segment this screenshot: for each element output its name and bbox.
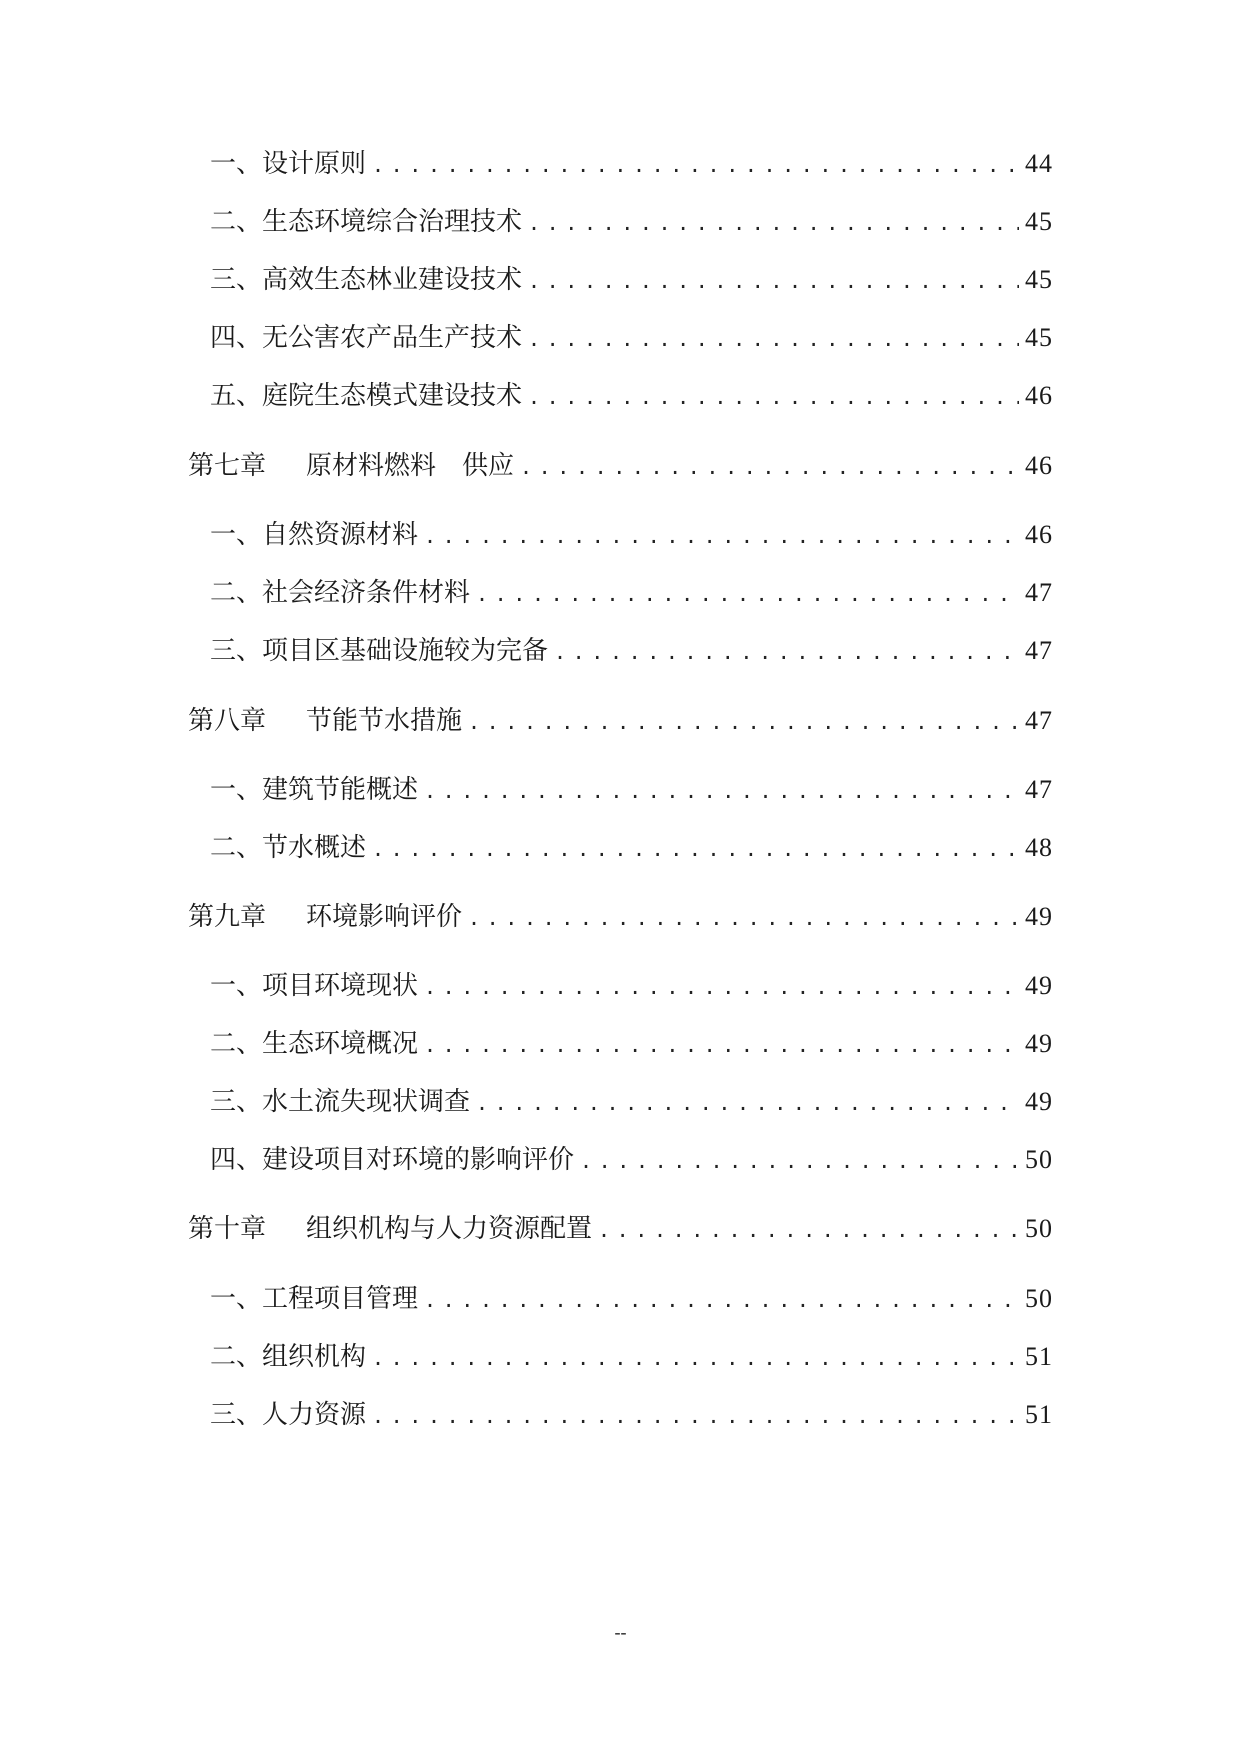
toc-chapter-title: 环境影响评价: [306, 902, 463, 932]
toc-entry-label: 二、生态环境概况: [210, 1029, 419, 1059]
toc-entry[interactable]: [0, 1279, 1241, 1319]
toc-entry[interactable]: [0, 770, 1241, 810]
toc-chapter[interactable]: [0, 446, 1241, 486]
page-footer: --: [614, 1622, 627, 1642]
toc-entry-page: 45: [1025, 265, 1053, 294]
toc-chapter-title: 原材料燃料 供应: [306, 451, 515, 481]
toc-entry-label: 一、设计原则: [210, 149, 367, 179]
toc-entry[interactable]: [0, 260, 1241, 300]
dot-leader: [372, 1396, 1019, 1436]
toc-entry-label: 三、水土流失现状调查: [210, 1087, 471, 1117]
dot-leader: [528, 261, 1019, 301]
dot-leader: [520, 447, 1019, 487]
toc-entry-label: 二、节水概述: [210, 833, 367, 863]
toc-entry[interactable]: [0, 828, 1241, 868]
dot-leader: [528, 319, 1019, 359]
dot-leader: [424, 1025, 1019, 1065]
toc-entry-page: 46: [1025, 520, 1053, 549]
toc-entry[interactable]: [0, 1337, 1241, 1377]
dot-leader: [468, 702, 1019, 742]
dot-leader: [468, 898, 1019, 938]
toc-entry[interactable]: [0, 318, 1241, 358]
toc-entry[interactable]: [0, 1082, 1241, 1122]
toc-chapter-title: 组织机构与人力资源配置: [306, 1214, 593, 1244]
toc-chapter-page: 47: [1025, 706, 1053, 735]
dot-leader: [372, 829, 1019, 869]
toc-entry[interactable]: [0, 515, 1241, 555]
toc-entry-page: 50: [1025, 1145, 1053, 1174]
dot-leader: [372, 1338, 1019, 1378]
toc-chapter-number: 第九章: [188, 902, 267, 932]
toc-chapter[interactable]: [0, 897, 1241, 937]
toc-entry[interactable]: [0, 1140, 1241, 1180]
toc-entry-label: 二、组织机构: [210, 1342, 367, 1372]
dot-leader: [528, 203, 1019, 243]
toc-entry-page: 49: [1025, 1087, 1053, 1116]
toc-entry[interactable]: [0, 573, 1241, 613]
toc-chapter-page: 50: [1025, 1214, 1053, 1243]
toc-entry-label: 一、建筑节能概述: [210, 775, 419, 805]
dot-leader: [554, 632, 1019, 672]
toc-chapter[interactable]: [0, 701, 1241, 741]
toc-entry-label: 三、人力资源: [210, 1400, 367, 1430]
toc-entry[interactable]: [0, 376, 1241, 416]
toc-entry-label: 二、生态环境综合治理技术: [210, 207, 523, 237]
toc-entry-label: 四、建设项目对环境的影响评价: [210, 1145, 575, 1175]
toc-entry-page: 44: [1025, 149, 1053, 178]
toc-entry-page: 47: [1025, 578, 1053, 607]
dot-leader: [598, 1210, 1019, 1250]
toc-entry-page: 51: [1025, 1400, 1053, 1429]
toc-chapter-title: 节能节水措施: [306, 706, 463, 736]
toc-chapter[interactable]: [0, 1209, 1241, 1249]
dot-leader: [424, 771, 1019, 811]
toc-entry[interactable]: [0, 144, 1241, 184]
toc-entry-label: 一、自然资源材料: [210, 520, 419, 550]
toc-entry-label: 四、无公害农产品生产技术: [210, 323, 523, 353]
toc-entry-page: 51: [1025, 1342, 1053, 1371]
toc-entry-label: 二、社会经济条件材料: [210, 578, 471, 608]
dot-leader: [424, 1280, 1019, 1320]
toc-entry[interactable]: [0, 966, 1241, 1006]
toc-entry-label: 一、工程项目管理: [210, 1284, 419, 1314]
toc-entry-label: 三、高效生态林业建设技术: [210, 265, 523, 295]
toc-entry[interactable]: [0, 1395, 1241, 1435]
toc-entry-page: 49: [1025, 971, 1053, 1000]
dot-leader: [476, 574, 1019, 614]
toc-chapter-number: 第七章: [188, 451, 267, 481]
dot-leader: [424, 516, 1019, 556]
dot-leader: [372, 145, 1019, 185]
dot-leader: [580, 1141, 1019, 1181]
toc-chapter-number: 第十章: [188, 1214, 267, 1244]
toc-entry-page: 46: [1025, 381, 1053, 410]
toc-entry-page: 45: [1025, 323, 1053, 352]
toc-entry-page: 48: [1025, 833, 1053, 862]
toc-entry-label: 一、项目环境现状: [210, 971, 419, 1001]
toc-entry-page: 47: [1025, 636, 1053, 665]
toc-chapter-page: 46: [1025, 451, 1053, 480]
dot-leader: [424, 967, 1019, 1007]
toc-chapter-number: 第八章: [188, 706, 267, 736]
toc-entry-page: 45: [1025, 207, 1053, 236]
toc-entry-label: 三、项目区基础设施较为完备: [210, 636, 549, 666]
toc-entry[interactable]: [0, 1024, 1241, 1064]
toc-entry-page: 47: [1025, 775, 1053, 804]
toc-entry-page: 49: [1025, 1029, 1053, 1058]
toc-entry-page: 50: [1025, 1284, 1053, 1313]
toc-entry[interactable]: [0, 631, 1241, 671]
toc-entry-label: 五、庭院生态模式建设技术: [210, 381, 523, 411]
dot-leader: [476, 1083, 1019, 1123]
toc-chapter-page: 49: [1025, 902, 1053, 931]
dot-leader: [528, 377, 1019, 417]
toc-entry[interactable]: [0, 202, 1241, 242]
